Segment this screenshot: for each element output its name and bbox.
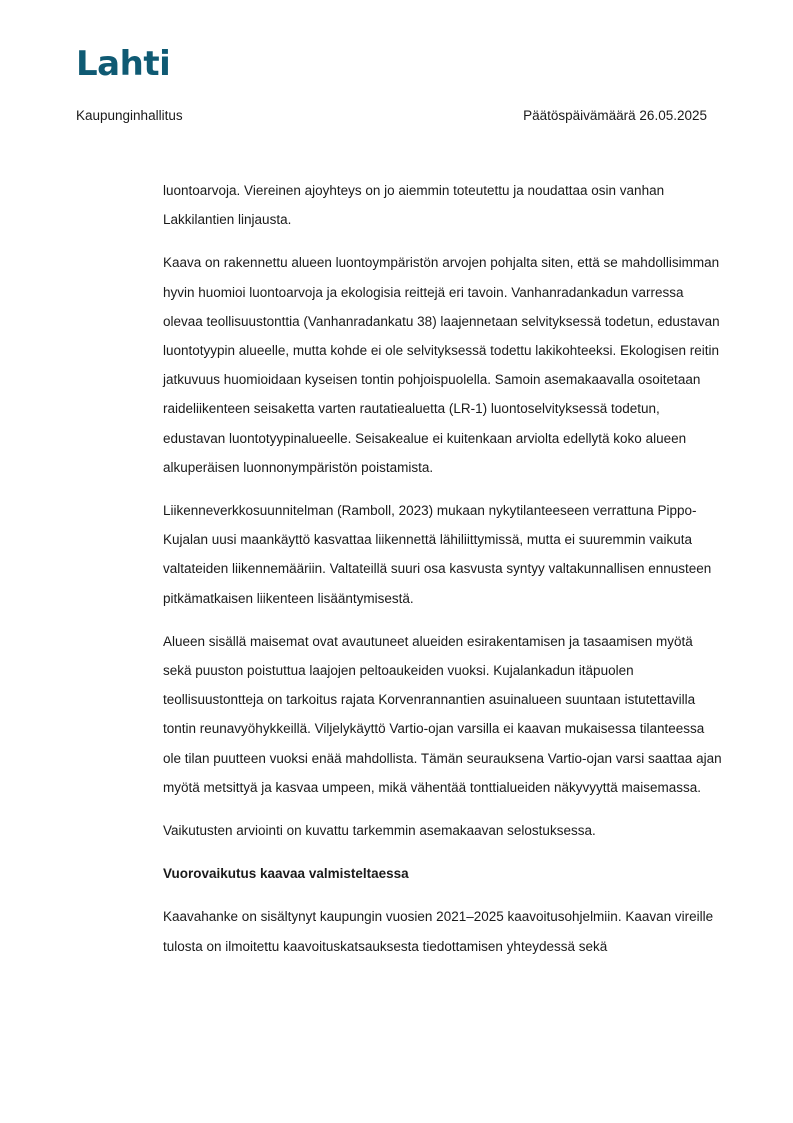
organization-name: Kaupunginhallitus (76, 108, 183, 123)
paragraph-3: Liikenneverkkosuunnitelman (Ramboll, 2023) mukaan nykytilanteeseen verrattuna Pippo-Kujalan uusi maankäyttö kasvattaa liikennettä lähiliittymissä, mutta ei suuremmin vaikuta valtateiden liikennemääriin. Valtateillä suuri osa kasvusta syntyy valtakunnallisen ennusteen pitkämatkaisen liikenteen lisääntymisestä. (163, 503, 712, 606)
paragraph-2: Kaava on rakennettu alueen luontoympäristön arvojen pohjalta siten, että se mahdollisimman hyvin huomioi luontoarvoja ja ekologisia reittejä eri tavoin. Vanhanradankadun varressa olevaa teollisuustonttia (Vanhanradankatu 38) laajennetaan selvityksessä todetun, edustavan luontotyypin alueelle, mutta kohde ei ole selvityksessä todettu lakikohteeksi. Ekologisen reitin jatkuvuus huomioidaan kyseisen tontin pohjoispuolella. Samoin asemakaavalla osoitetaan raideliikenteen seisaketta varten rautatiealuetta (LR-1) luontoselvityksessä todetun, edustavan luontotyypinalueelle. Seisakealue ei kuitenkaan arviolta edellytä koko alueen alkuperäisen luonnonympäristön poistamista. (163, 255, 720, 475)
paragraph-1: luontoarvoja. Viereinen ajoyhteys on jo aiemmin toteutettu ja noudattaa osin vanhan Lakkilantien linjausta. (163, 183, 665, 228)
document-body (163, 176, 723, 975)
lahti-logo: Lahti (76, 44, 171, 84)
paragraph-5: Vaikutusten arviointi on kuvattu tarkemmin asemakaavan selostuksessa. (163, 823, 596, 839)
paragraph-6: Kaavahanke on sisältynyt kaupungin vuosien 2021–2025 kaavoitusohjelmiin. Kaavan vireille tulosta on ilmoitettu kaavoituskatsauksesta tiedottamisen yhteydessä sekä (163, 909, 714, 954)
section-heading: Vuorovaikutus kaavaa valmisteltaessa (163, 866, 409, 882)
paragraph-4: Alueen sisällä maisemat ovat avautuneet alueiden esirakentamisen ja tasaamisen myötä sekä puuston poistuttua laajojen peltoaukeiden vuoksi. Kujalankadun itäpuolen teollisuustontteja on tarkoitus rajata Korvenrannantien asuinalueen suuntaan istutettavilla tontin reunavyöhykkeillä. Viljelykäyttö Vartio-ojan varsilla ei kaavan mukaisessa tilanteessa ole tilan puutteen vuoksi enää mahdollista. Tämän seurauksena Vartio-ojan varsi saattaa ajan myötä metsittyä ja kasvaa umpeen, mikä vähentää tonttialueiden näkyvyyttä maisemassa. (163, 633, 722, 795)
decision-date: Päätöspäivämäärä 26.05.2025 (523, 108, 707, 123)
